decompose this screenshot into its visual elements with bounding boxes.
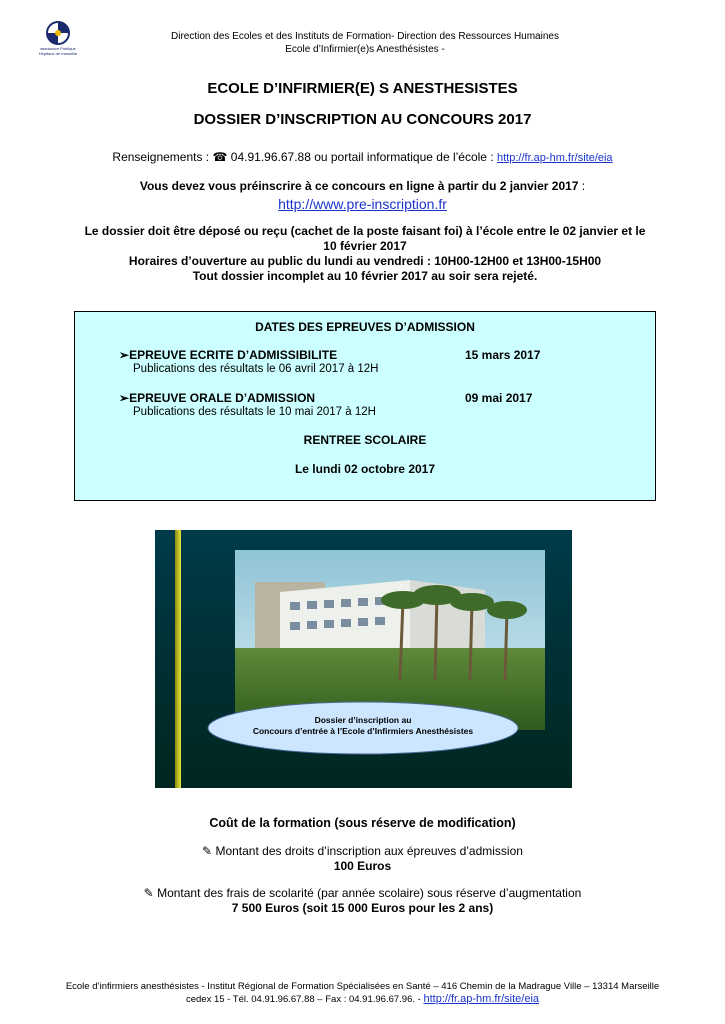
contact-line	[0, 150, 725, 164]
fee-tuition	[0, 886, 725, 916]
footer-address: Ecole d’infirmiers anesthésistes - Institut Régional de Formation Spécialisées en Santé – 416 Chemin de la Madrague Ville – 13314 Marseille	[65, 981, 660, 992]
photo-caption	[210, 715, 516, 737]
preinscription-url-line	[0, 196, 725, 212]
footer-portal-link[interactable]: http://fr.ap-hm.fr/site/eia	[423, 993, 540, 1005]
fee-tuition-amount: 7 500 Euros (soit 15 000 Euros pour les 2 ans)	[231, 901, 494, 915]
pencil-icon: ✎	[143, 886, 154, 900]
header-direction: Direction des Ecoles et des Instituts de Formation- Direction des Ressources Humaines	[171, 31, 559, 42]
dossier-title: DOSSIER D’INSCRIPTION AU CONCOURS 2017	[193, 111, 532, 128]
dossier-info	[75, 224, 655, 284]
contact-label: Renseignements :	[112, 150, 210, 164]
dossier-line-2: 10 février 2017	[323, 239, 407, 253]
school-building-photo	[155, 530, 572, 788]
phone-icon: ☎	[212, 150, 228, 164]
aphm-logo	[38, 20, 78, 60]
page-footer	[60, 980, 665, 1006]
logo-text-line2: Hôpitaux de marseille	[38, 51, 78, 56]
contact-phone: 04.91.96.67.88 ou portail informatique de l’école :	[230, 150, 494, 164]
rentree-date: Le lundi 02 octobre 2017	[294, 462, 436, 476]
dossier-rejection: Tout dossier incomplet au 10 février 2017 au soir sera rejeté.	[192, 269, 538, 283]
epreuve-ecrite-date: 15 mars 2017	[465, 348, 541, 362]
epreuve-ecrite	[119, 348, 337, 362]
footer-contact: cedex 15 - Tél. 04.91.96.67.88 – Fax : 04.91.96.67.96. -	[185, 994, 421, 1005]
preinscription-line	[0, 179, 725, 193]
epreuve-ecrite-results: Publications des résultats le 06 avril 2017 à 12H	[133, 363, 379, 375]
photo-caption-line2: Concours d’entrée à l’Ecole d’Infirmiers Anesthésistes	[252, 726, 474, 736]
rentree-title: RENTREE SCOLAIRE	[303, 433, 427, 447]
page-header	[140, 30, 590, 56]
school-portal-link[interactable]: http://fr.ap-hm.fr/site/eia	[497, 152, 613, 164]
epreuve-orale-label: EPREUVE ORALE D’ADMISSION	[129, 391, 316, 405]
epreuve-orale-results: Publications des résultats le 10 mai 2017 à 12H	[133, 406, 376, 418]
photo-caption-line1: Dossier d’inscription au	[314, 715, 412, 725]
logo-text-line1: assistance Publique	[40, 46, 76, 51]
arrow-bullet-icon: ➢	[119, 391, 130, 405]
preinscription-text: Vous devez vous préinscrire à ce concours en ligne à partir du 2 janvier 2017	[139, 179, 579, 193]
preinscription-colon: :	[578, 179, 586, 193]
epreuve-orale	[119, 391, 315, 405]
cost-title: Coût de la formation (sous réserve de modification)	[209, 816, 516, 830]
fee-registration-amount: 100 Euros	[333, 859, 392, 873]
dossier-hours: Horaires d’ouverture au public du lundi au vendredi : 10H00-12H00 et 13H00-15H00	[128, 254, 602, 268]
fee-tuition-text: Montant des frais de scolarité (par année scolaire) sous réserve d’augmentation	[157, 886, 582, 900]
preinscription-link[interactable]: http://www.pre-inscription.fr	[278, 196, 447, 212]
school-title: ECOLE D’INFIRMIER(E) S ANESTHESISTES	[207, 80, 518, 97]
dossier-line-1: Le dossier doit être déposé ou reçu (cachet de la poste faisant foi) à l’école entre le 02 janvier et le	[84, 224, 646, 238]
fee-registration	[0, 844, 725, 874]
header-school: Ecole d’Infirmier(e)s Anesthésistes -	[285, 44, 445, 55]
fee-registration-text: Montant des droits d’inscription aux épreuves d’admission	[215, 844, 523, 858]
epreuve-ecrite-label: EPREUVE ECRITE D’ADMISSIBILITE	[129, 348, 338, 362]
pencil-icon: ✎	[202, 844, 213, 858]
admission-dates-box	[74, 311, 656, 501]
arrow-bullet-icon: ➢	[119, 348, 130, 362]
epreuve-orale-date: 09 mai 2017	[465, 391, 533, 405]
dates-box-title: DATES DES EPREUVES D’ADMISSION	[255, 320, 475, 334]
